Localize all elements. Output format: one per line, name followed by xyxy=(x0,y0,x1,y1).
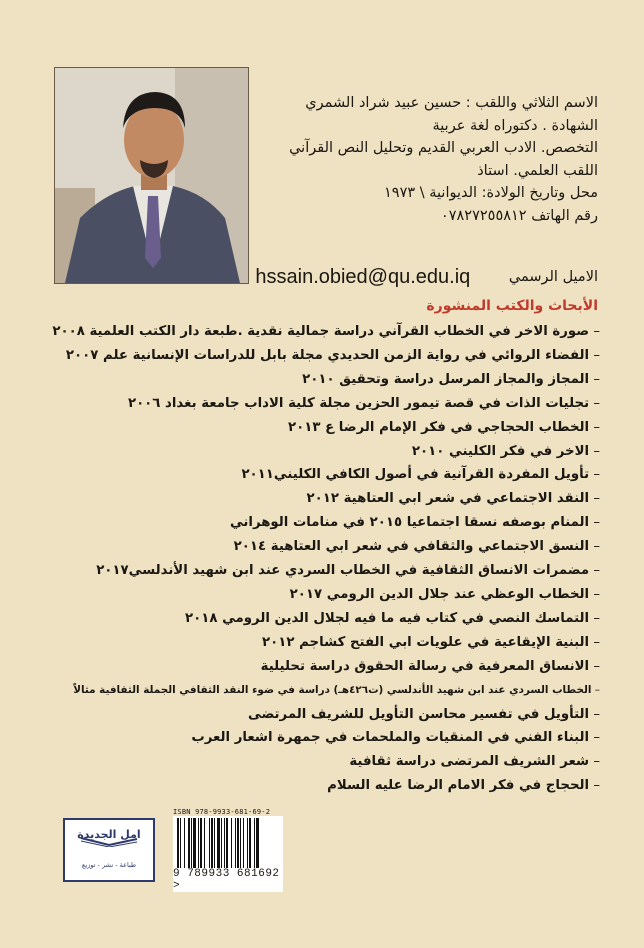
author-photo xyxy=(54,67,249,284)
publisher-name: امل الجديدة xyxy=(77,828,141,841)
list-item: – صورة الاخر في الخطاب القرآني دراسة جمالية نقدية .طبعة دار الكتب العلمية ٢٠٠٨ xyxy=(40,320,600,344)
list-item: – الاخر في فكر الكليني ٢٠١٠ xyxy=(40,440,600,464)
list-item: – المجاز والمجاز المرسل دراسة وتحقيق ٢٠١٠ xyxy=(40,368,600,392)
author-specialization: التخصص. الادب العربي القديم وتحليل النص القرآني xyxy=(289,140,598,157)
list-item: – الخطاب السردي عند ابن شهيد الأندلسي (ت٤٢٦هـ) دراسة في ضوء النقد الثقافي الجملة الثقافية مثالاً xyxy=(40,679,600,703)
publications-list xyxy=(40,320,600,798)
author-name: الاسم الثلاثي واللقب : حسين عبيد شراد الشمري xyxy=(305,95,598,111)
email-label: الاميل الرسمي xyxy=(508,269,598,285)
author-birth: محل وتاريخ الولادة: الديوانية \ ١٩٧٣ xyxy=(384,185,598,202)
list-item: – تجليات الذات في قصة تيمور الحزين مجلة كلية الاداب جامعة بغداد ٢٠٠٦ xyxy=(40,392,600,416)
email-address[interactable]: hssain.obied@qu.edu.iq xyxy=(255,266,471,288)
list-item: – الفضاء الروائي في رواية الزمن الحديدي مجلة بابل للدراسات الإنسانية علم ٢٠٠٧ xyxy=(40,344,600,368)
list-item: – الخطاب الوعظي عند جلال الدين الرومي ٢٠١٧ xyxy=(40,583,600,607)
author-degree: الشهادة . دكتوراه لغة عربية xyxy=(432,117,598,134)
publisher-tagline: طباعة - نشر - توزيع xyxy=(81,861,137,869)
author-info xyxy=(258,92,598,228)
list-item: – الحجاج في فكر الامام الرضا عليه السلام xyxy=(40,774,600,798)
list-item: – البنية الإيقاعية في علويات ابي الفتح كشاجم ٢٠١٢ xyxy=(40,631,600,655)
list-item: – الخطاب الحجاجي في فكر الإمام الرضا ع ٢٠١٣ xyxy=(40,416,600,440)
list-item: – النسق الاجتماعي والثقافي في شعر ابي العتاهية ٢٠١٤ xyxy=(40,535,600,559)
barcode-digits: 9 789933 681692 > xyxy=(173,868,283,892)
list-item: – التماسك النصي في كتاب فيه ما فيه لجلال الدين الرومي ٢٠١٨ xyxy=(40,607,600,631)
list-item: – الانساق المعرفية في رسالة الحقوق دراسة تحليلية xyxy=(40,655,600,679)
list-item: – التأويل في تفسير محاسن التأويل للشريف المرتضى xyxy=(40,703,600,727)
email-row xyxy=(255,266,598,289)
isbn-barcode xyxy=(173,808,283,892)
list-item: – النقد الاجتماعي في شعر ابي العتاهية ٢٠١٢ xyxy=(40,487,600,511)
list-item: – المنام بوصفه نسقا اجتماعيا ٢٠١٥ في منامات الوهراني xyxy=(40,511,600,535)
publications-heading: الأبحاث والكتب المنشورة xyxy=(426,298,598,314)
list-item: – مضمرات الانساق الثقافية في الخطاب السردي عند ابن شهيد الأندلسي٢٠١٧ xyxy=(40,559,600,583)
publisher-logo xyxy=(63,818,155,882)
list-item: – البناء الفني في المنقيات والملحمات في جمهرة اشعار العرب xyxy=(40,726,600,750)
author-title: اللقب العلمي. استاذ xyxy=(477,162,598,179)
author-portrait-icon xyxy=(55,68,248,283)
list-item: – تأويل المفردة القرآنية في أصول الكافي الكليني٢٠١١ xyxy=(40,463,600,487)
list-item: – شعر الشريف المرتضى دراسة ثقافية xyxy=(40,750,600,774)
author-phone: رقم الهاتف ٠٧٨٢٧٢٥٥٨١٢ xyxy=(440,207,598,224)
isbn-label: ISBN 978-9933-681-69-2 xyxy=(173,808,271,816)
